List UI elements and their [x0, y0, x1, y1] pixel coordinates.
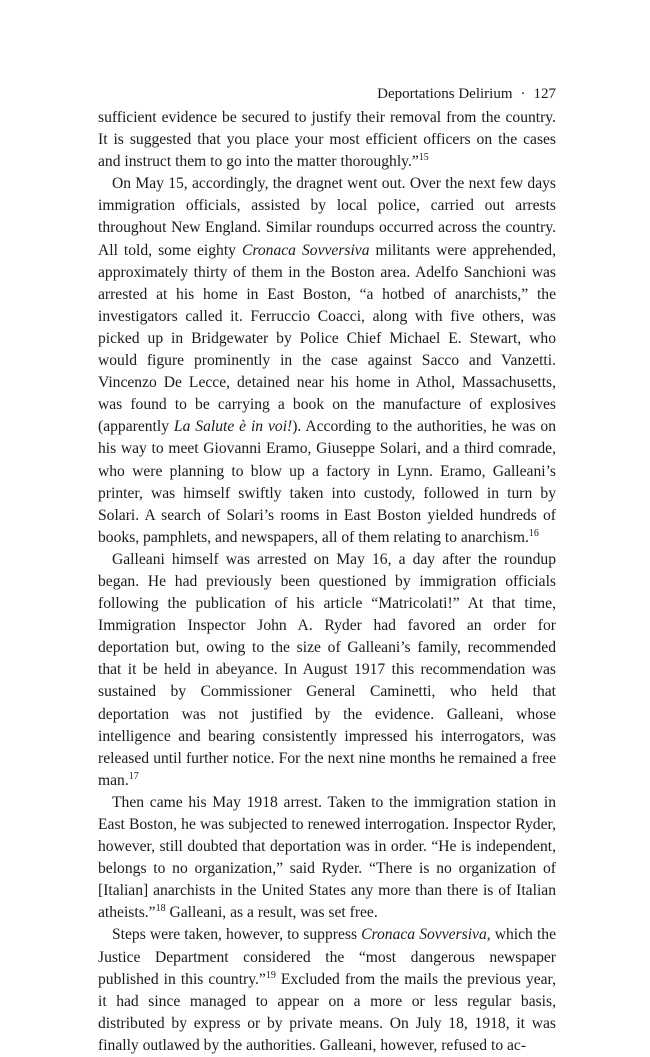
- italic-title: La Salute è in voi!: [173, 418, 293, 436]
- book-page: [98, 84, 556, 1057]
- italic-title: Cronaca Sovversiva: [241, 241, 370, 259]
- running-head-separator: ·: [520, 86, 526, 102]
- paragraph-text: , which the Justice Department considered the “most dangerous newspaper published in this country.”: [98, 926, 556, 988]
- footnote-marker: 15: [418, 152, 429, 163]
- body-text: [98, 107, 556, 1057]
- running-head-title: Deportations Delirium: [377, 86, 513, 102]
- paragraph: [98, 549, 556, 792]
- footnote-marker: 18: [155, 903, 166, 915]
- paragraph-text: Then came his May 1918 arrest. Taken to the immigration station in East Boston, he was subjected to renewed interrogation. Inspector Ryder, however, still doubted that deportation was in order. “He is independent, belongs to no organization,” said Ryder. “There is no organization of [Italian] anarchists in the United States any more than there is of Italian atheists.”: [98, 793, 556, 922]
- running-head: [98, 84, 556, 104]
- paragraph: [98, 107, 556, 173]
- paragraph-text: Steps were taken, however, to suppress: [112, 926, 362, 944]
- paragraph-text: Galleani, as a result, was set free.: [165, 904, 378, 922]
- footnote-marker: 16: [528, 527, 539, 539]
- paragraph-text: On May 15, accordingly, the dragnet went out. Over the next few days immigration officials, assisted by local police, carried out arrests throughout New England. Similar roundups occurred across the country. All told, some eighty: [98, 175, 556, 259]
- paragraph: [98, 792, 556, 925]
- paragraph-text: ). According to the authorities, he was on his way to meet Giovanni Eramo, Giuseppe Solari, and a third comrade, who were planning to blow up a factory in Lynn. Eramo, Galleani’s printer, was himself swiftly taken into custody, followed in turn by Solari. A search of Solari’s rooms in East Boston yielded hundreds of books, pamphlets, and newspapers, all of them relating to anarchism.: [98, 418, 556, 546]
- italic-title: Cronaca Sovversiva: [361, 926, 487, 944]
- footnote-marker: 17: [128, 770, 139, 782]
- paragraph-text: Galleani himself was arrested on May 16, a day after the roundup began. He had previously been questioned by immigration officials following the publication of his article “Matricolati!” At that time, Immigration Inspector John A. Ryder had favored an order for deportation but, owing to the size of Galleani’s family, recommended that it be held in abeyance. In August 1917 this recommendation was sustained by Commissioner General Caminetti, who held that deportation was not justified by the evidence. Galleani, whose intelligence and bearing consistently impressed his interrogators, was released until further notice. For the next nine months he remained a free man.: [98, 550, 556, 789]
- paragraph: [98, 173, 556, 549]
- paragraph: [98, 924, 556, 1057]
- paragraph-text: Excluded from the mails the previous year, it had since managed to appear on a more or less regular basis, distributed by express or by private means. On July 18, 1918, it was finally outlawed by the authorities. Galleani, however, refused to ac-: [98, 970, 557, 1054]
- paragraph-text: sufficient evidence be secured to justify their removal from the country. It is suggested that you place your most efficient officers on the cases and instruct them to go into the matter thoroughly.”: [98, 109, 556, 171]
- footnote-marker: 19: [265, 969, 276, 981]
- page-number: 127: [533, 86, 556, 102]
- paragraph-text: militants were apprehended, approximately thirty of them in the Boston area. Adelfo Sanchioni was arrested at his home in East Boston, “a hotbed of anarchists,” the investigators called it. Ferruccio Coacci, along with five others, was picked up in Bridgewater by Police Chief Michael E. Stewart, who would figure prominently in the case against Sacco and Vanzetti. Vincenzo De Lecce, detained near his home in Athol, Massachusetts, was found to be carrying a book on the manufacture of explosives (apparently: [98, 241, 556, 436]
